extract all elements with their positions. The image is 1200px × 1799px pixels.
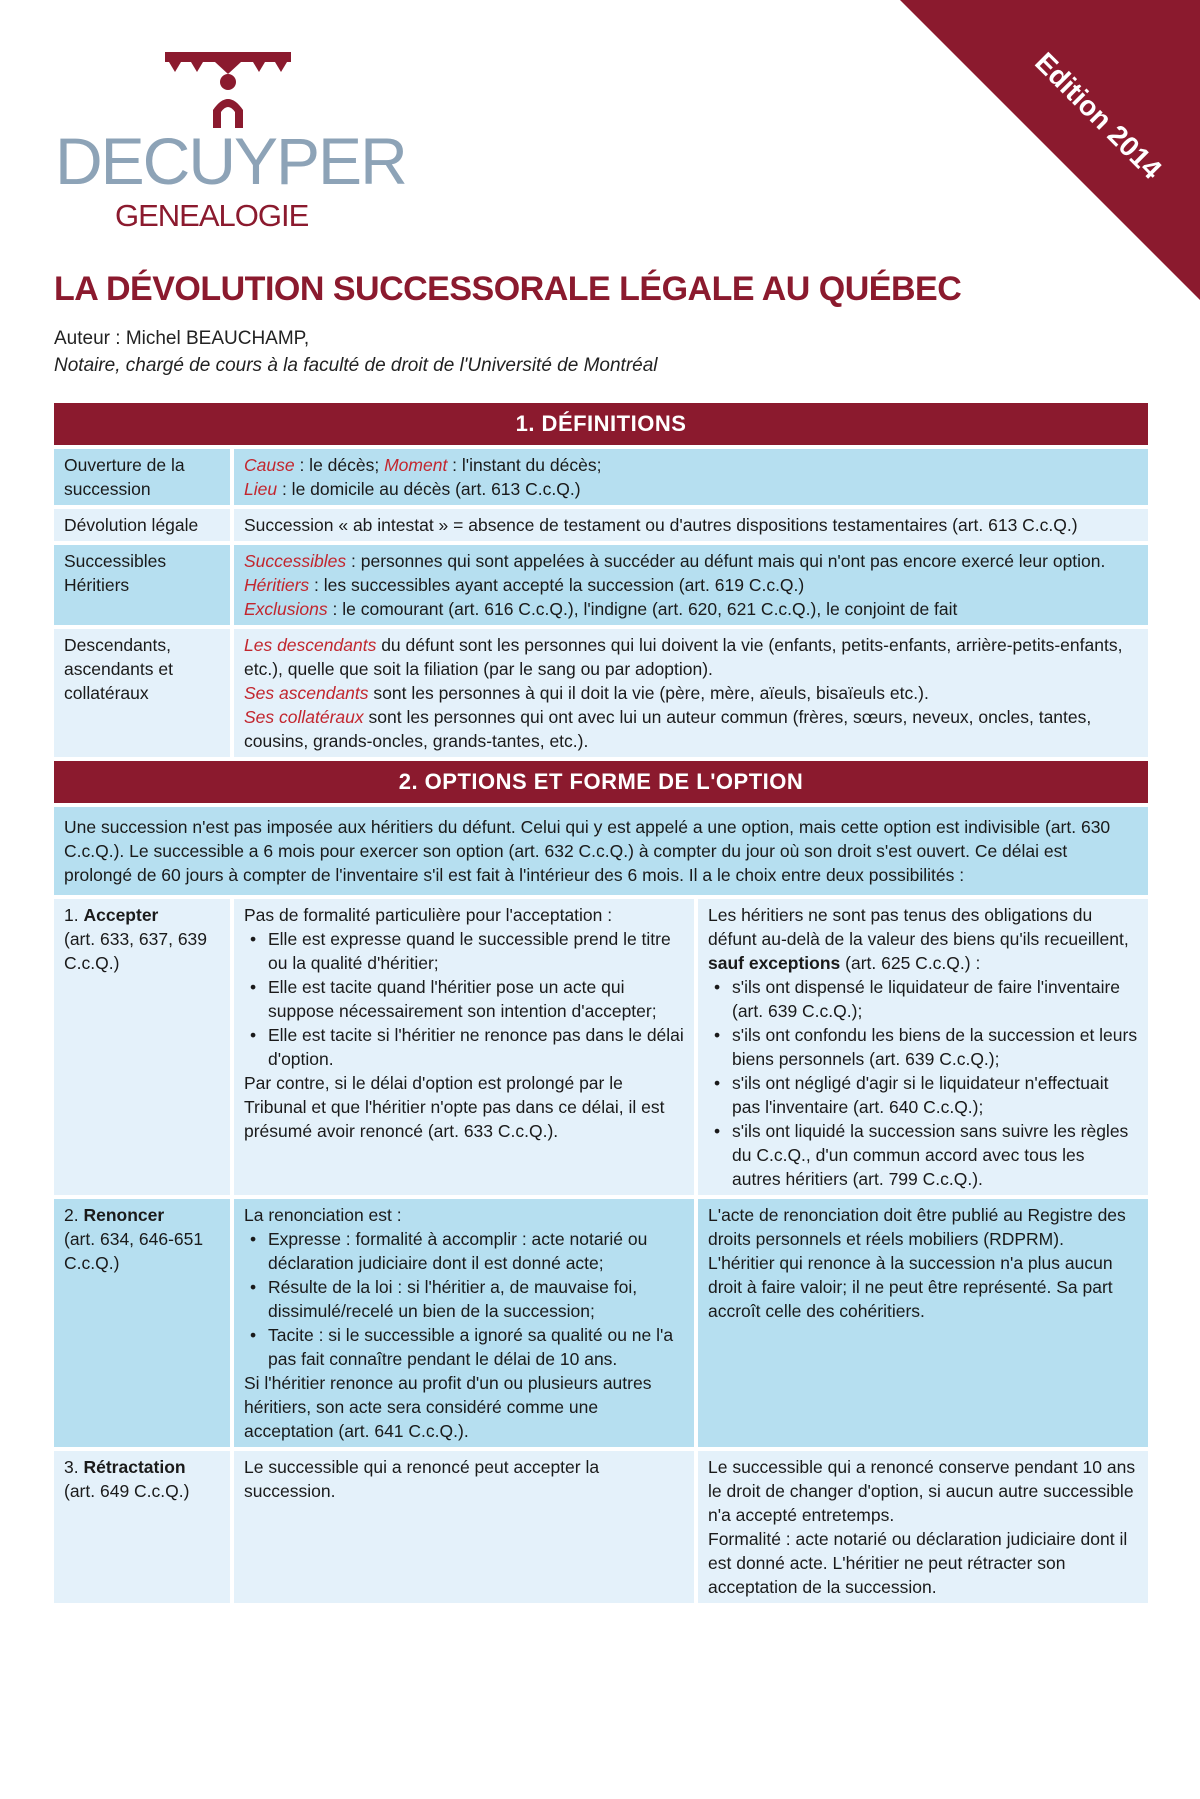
list-item: • Tacite : si le successible a ignoré sa qualité ou ne l'a pas fait connaître pendant le délai de 10 ans.: [244, 1323, 684, 1371]
option-effects: Les héritiers ne sont pas tenus des obligations du défunt au-delà de la valeur des biens qu'ils recueillent, sauf exceptions (art. 625 C.c.Q.) : • s'ils ont dispensé le liquidateur de faire l'inventaire (art. 639 C.c.Q.); • s'ils ont confondu les biens de la succession et leurs biens personnels (art. 639 C.c.Q.); • s'ils ont négligé d'agir si le liquidateur n'effectuait pas l'inventaire (art. 640 C.c.Q.); • s'ils ont liquidé la succession sans suivre les règles du C.c.Q., d'un commun accord avec tous les autres héritiers (art. 799 C.c.Q.).: [698, 899, 1148, 1195]
row-label: Dévolution légale: [54, 509, 230, 541]
list-item: • Elle est tacite si l'héritier ne renonce pas dans le délai d'option.: [244, 1023, 684, 1071]
list-item: • s'ils ont confondu les biens de la succession et leurs biens personnels (art. 639 C.c.Q.);: [708, 1023, 1138, 1071]
definition-row: [54, 629, 1148, 757]
list-item: • Elle est expresse quand le successible prend le titre ou la qualité d'héritier;: [244, 927, 684, 975]
author: Auteur : Michel BEAUCHAMP,: [54, 328, 310, 349]
list-item: • Elle est tacite quand l'héritier pose un acte qui suppose nécessairement son intention d'accepter;: [244, 975, 684, 1023]
row-label: Ouverture de la succession: [54, 449, 230, 505]
list-item: • Résulte de la loi : si l'héritier a, de mauvaise foi, dissimulé/recelé un bien de la succession;: [244, 1275, 684, 1323]
page-title: LA DÉVOLUTION SUCCESSORALE LÉGALE AU QUÉBEC: [54, 270, 962, 308]
row-content: Successibles : personnes qui sont appelées à succéder au défunt mais qui n'ont pas encore exercé leur option. Héritiers : les successibles ayant accepté la succession (art. 619 C.c.Q.) Exclusions : le comourant (art. 616 C.c.Q.), l'indigne (art. 620, 621 C.c.Q.), le conjoint de fait: [234, 545, 1148, 625]
option-details: La renonciation est : • Expresse : formalité à accomplir : acte notarié ou déclaration judiciaire dont il est donné acte; • Résulte de la loi : si l'héritier a, de mauvaise foi, dissimulé/recelé un bien de la succession; • Tacite : si le successible a ignoré sa qualité ou ne l'a pas fait connaître pendant le délai de 10 ans. Si l'héritier renonce au profit d'un ou plusieurs autres héritiers, son acte sera considéré comme une acceptation (art. 641 C.c.Q.).: [234, 1199, 694, 1447]
list-item: • s'ils ont dispensé le liquidateur de faire l'inventaire (art. 639 C.c.Q.);: [708, 975, 1138, 1023]
edition-label: Edition 2014: [1029, 46, 1168, 185]
definition-row: [54, 509, 1148, 541]
document-body: [54, 403, 1148, 1603]
option-effects: Le successible qui a renoncé conserve pendant 10 ans le droit de changer d'option, si aucun autre successible n'a accepté entretemps. Formalité : acte notarié ou déclaration judiciaire dont il est donné acte. L'héritier ne peut rétracter son acceptation de la succession.: [698, 1451, 1148, 1603]
logo-crest-icon: [163, 50, 293, 130]
list-item: • s'ils ont liquidé la succession sans suivre les règles du C.c.Q., d'un commun accord avec tous les autres héritiers (art. 799 C.c.Q.).: [708, 1119, 1138, 1191]
section-2-header: 2. OPTIONS ET FORME DE L'OPTION: [54, 761, 1148, 803]
definition-row: [54, 545, 1148, 625]
list-item: • s'ils ont négligé d'agir si le liquidateur n'effectuait pas l'inventaire (art. 640 C.c.Q.);: [708, 1071, 1138, 1119]
author-role: Notaire, chargé de cours à la faculté de droit de l'Université de Montréal: [54, 355, 658, 376]
row-content: Les descendants du défunt sont les personnes qui lui doivent la vie (enfants, petits-enfants, arrière-petits-enfants, etc.), quelle que soit la filiation (par le sang ou par adoption). Ses ascendants sont les personnes à qui il doit la vie (père, mère, aïeuls, bisaïeuls etc.). Ses collatéraux sont les personnes qui ont avec lui un auteur commun (frères, sœurs, neveux, oncles, tantes, cousins, grands-oncles, grands-tantes, etc.).: [234, 629, 1148, 757]
option-details: Pas de formalité particulière pour l'acceptation : • Elle est expresse quand le successible prend le titre ou la qualité d'héritier; • Elle est tacite quand l'héritier pose un acte qui suppose nécessairement son intention d'accepter; • Elle est tacite si l'héritier ne renonce pas dans le délai d'option. Par contre, si le délai d'option est prolongé par le Tribunal et que l'héritier n'opte pas dans ce délai, il est présumé avoir renoncé (art. 633 C.c.Q.).: [234, 899, 694, 1195]
option-label: 3. Rétractation (art. 649 C.c.Q.): [54, 1451, 230, 1603]
row-label: Descendants, ascendants et collatéraux: [54, 629, 230, 757]
row-content: Succession « ab intestat » = absence de testament ou d'autres dispositions testamentaires (art. 613 C.c.Q.): [234, 509, 1148, 541]
row-content: Cause : le décès; Moment : l'instant du décès; Lieu : le domicile au décès (art. 613 C.c.Q.): [234, 449, 1148, 505]
option-row-accepter: [54, 899, 1148, 1195]
row-label: Successibles Héritiers: [54, 545, 230, 625]
definition-row: [54, 449, 1148, 505]
decuyper-logo: [55, 50, 415, 233]
option-label: 2. Renoncer (art. 634, 646-651 C.c.Q.): [54, 1199, 230, 1447]
option-details: Le successible qui a renoncé peut accepter la succession.: [234, 1451, 694, 1603]
list-item: • Expresse : formalité à accomplir : acte notarié ou déclaration judiciaire dont il est donné acte;: [244, 1227, 684, 1275]
section-2-intro: Une succession n'est pas imposée aux héritiers du défunt. Celui qui y est appelé a une option, mais cette option est indivisible (art. 630 C.c.Q.). Le successible a 6 mois pour exercer son option (art. 632 C.c.Q.) à compter du jour où son droit s'est ouvert. Ce délai est prolongé de 60 jours à compter de l'inventaire s'il est fait à l'intérieur des 6 mois. Il a le choix entre deux possibilités :: [54, 807, 1148, 895]
logo-decuyper-text: DECUYPER: [55, 124, 406, 198]
option-label: 1. Accepter (art. 633, 637, 639 C.c.Q.): [54, 899, 230, 1195]
option-effects: L'acte de renonciation doit être publié au Registre des droits personnels et réels mobiliers (RDPRM). L'héritier qui renonce à la succession n'a plus aucun droit à faire valoir; il ne peut être représenté. Sa part accroît celle des cohéritiers.: [698, 1199, 1148, 1447]
section-1-header: 1. DÉFINITIONS: [54, 403, 1148, 445]
logo-genealogie-text: GENEALOGIE: [115, 198, 309, 233]
option-row-retractation: [54, 1451, 1148, 1603]
option-row-renoncer: [54, 1199, 1148, 1447]
